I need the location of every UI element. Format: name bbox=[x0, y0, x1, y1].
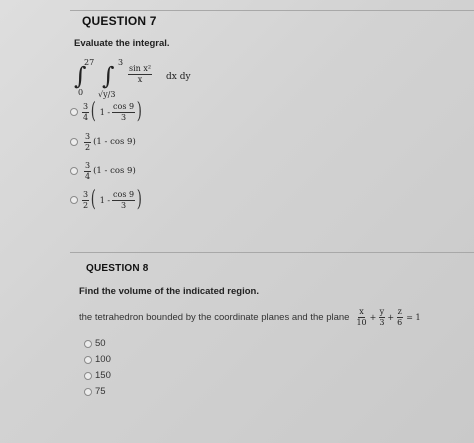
q7-choice-d-inner: 1 - bbox=[99, 195, 111, 205]
q7-choice-d-left-paren: ( bbox=[90, 187, 96, 212]
inner-integral-sign: ∫ bbox=[102, 62, 115, 90]
plane-equals: = 1 bbox=[406, 313, 421, 322]
question-8-prompt: Find the volume of the indicated region. bbox=[79, 286, 259, 297]
integral-expression bbox=[72, 56, 222, 102]
q8-choice-c-radio[interactable] bbox=[84, 372, 92, 380]
differential: dx dy bbox=[166, 72, 191, 82]
q8-choice-d-label: 75 bbox=[95, 386, 106, 397]
q7-choice-d-fraction: $\frac{\cos 9}{3}$ bbox=[113, 189, 135, 210]
q8-choice-d[interactable] bbox=[84, 386, 106, 397]
q7-choice-a[interactable] bbox=[70, 99, 144, 125]
q7-choice-a-left-paren: ( bbox=[90, 99, 96, 124]
q7-choice-d[interactable] bbox=[70, 187, 144, 213]
question-8-divider bbox=[70, 252, 474, 253]
q7-choice-a-inner: 1 - bbox=[99, 107, 111, 117]
q7-choice-c-coefficient: $\frac{3}{4}$ bbox=[85, 160, 91, 181]
q7-choice-d-coefficient: $\frac{3}{2}$ bbox=[83, 189, 89, 210]
q7-choice-a-right-paren: ) bbox=[136, 99, 142, 124]
q7-choice-c-radio[interactable] bbox=[70, 167, 78, 175]
q7-choice-b[interactable] bbox=[70, 131, 136, 153]
q7-choice-b-coefficient: $\frac{3}{2}$ bbox=[85, 131, 91, 152]
integrand-numerator: sin x² bbox=[129, 64, 152, 73]
inner-lower-limit: √y/3 bbox=[98, 90, 116, 99]
outer-lower-limit: 0 bbox=[78, 88, 84, 97]
q8-choice-c[interactable] bbox=[84, 370, 111, 381]
q7-choice-a-coefficient: $\frac{3}{4}$ bbox=[83, 101, 89, 122]
inner-upper-limit: 3 bbox=[118, 58, 124, 67]
q8-choice-b-radio[interactable] bbox=[84, 356, 92, 364]
q8-choice-a[interactable] bbox=[84, 338, 106, 349]
q7-choice-b-radio[interactable] bbox=[70, 138, 78, 146]
q8-choice-c-label: 150 bbox=[95, 370, 111, 381]
q8-statement-row bbox=[79, 308, 421, 327]
question-7-prompt: Evaluate the integral. bbox=[74, 38, 170, 49]
plane-term-z: $\frac{z}{6}$ bbox=[397, 307, 403, 327]
q8-choice-b[interactable] bbox=[84, 354, 111, 365]
q7-choice-d-radio[interactable] bbox=[70, 196, 78, 204]
q7-choice-c[interactable] bbox=[70, 160, 136, 182]
integrand-fraction bbox=[128, 65, 152, 84]
outer-integral-sign: ∫ bbox=[74, 62, 87, 90]
q8-choice-a-label: 50 bbox=[95, 338, 106, 349]
q7-choice-a-fraction: $\frac{\cos 9}{3}$ bbox=[113, 101, 135, 122]
q8-choice-b-label: 100 bbox=[95, 354, 111, 365]
q8-statement: the tetrahedron bounded by the coordinate planes and the plane bbox=[79, 312, 350, 323]
integrand-denominator: x bbox=[137, 75, 143, 84]
plane-term-x: $\frac{x}{10}$ bbox=[356, 307, 367, 327]
plane-plus-2: + bbox=[387, 313, 395, 322]
q7-choice-b-inner: (1 - cos 9) bbox=[93, 137, 136, 147]
question-7-divider bbox=[70, 10, 474, 11]
question-7-title: QUESTION 7 bbox=[82, 14, 157, 28]
q8-choice-a-radio[interactable] bbox=[84, 340, 92, 348]
q7-choice-c-inner: (1 - cos 9) bbox=[93, 166, 136, 176]
plane-term-y: $\frac{y}{3}$ bbox=[379, 307, 385, 327]
plane-plus-1: + bbox=[369, 313, 377, 322]
q7-choice-d-right-paren: ) bbox=[136, 187, 142, 212]
q7-choice-a-radio[interactable] bbox=[70, 108, 78, 116]
q8-choice-d-radio[interactable] bbox=[84, 388, 92, 396]
question-8-title: QUESTION 8 bbox=[86, 263, 149, 274]
plane-equation bbox=[355, 308, 420, 327]
outer-upper-limit: 27 bbox=[84, 58, 95, 67]
